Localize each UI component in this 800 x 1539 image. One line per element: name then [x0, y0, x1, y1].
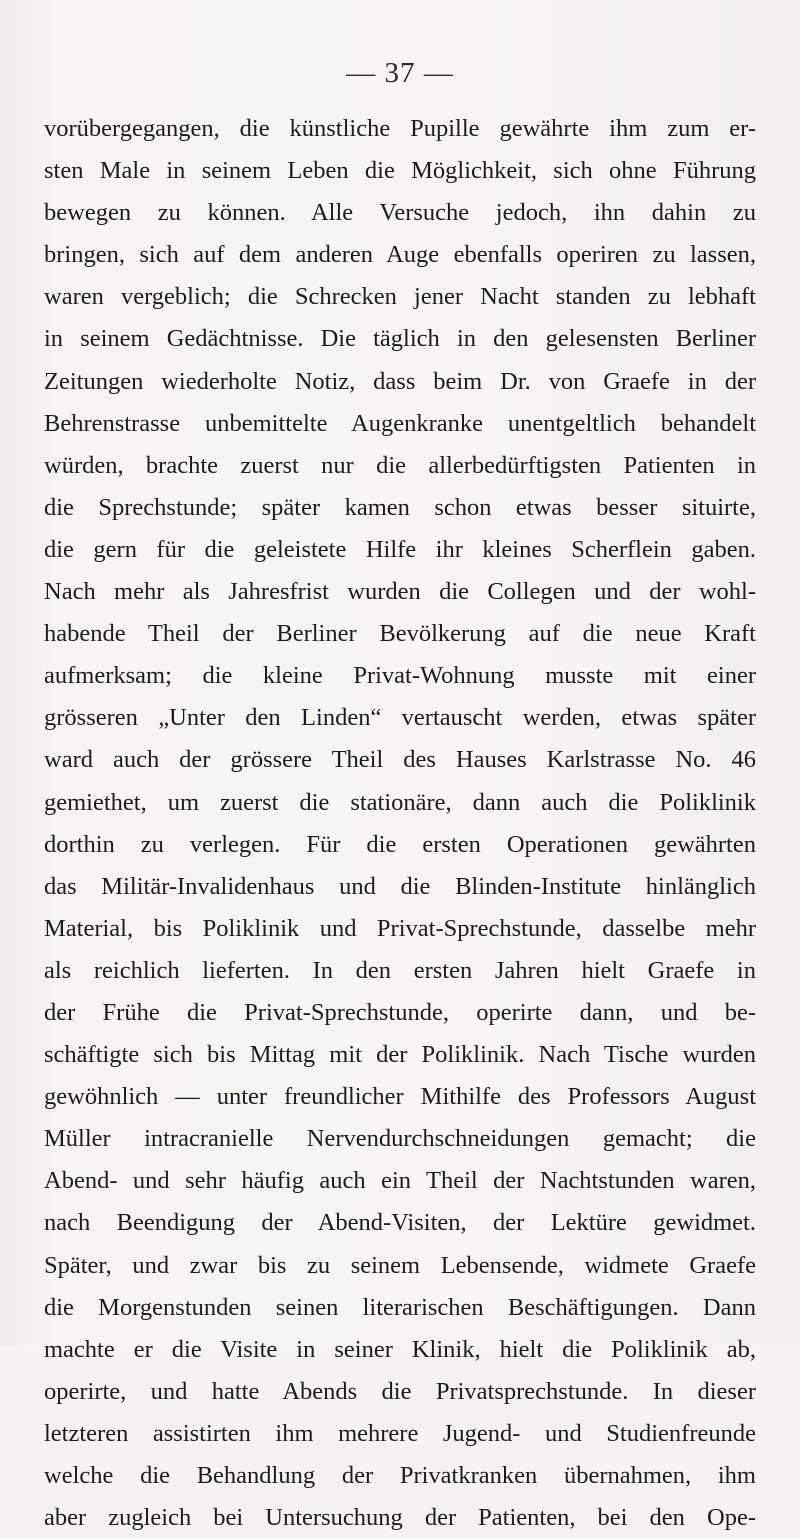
text-line-25: Müller intracranielle Nervendurchschneidungen gemacht; die	[44, 1125, 756, 1153]
text-line-33: welche die Behandlung der Privatkranken übernahmen, ihm	[44, 1462, 756, 1489]
text-line-17: gemiethet, um zuerst die stationäre, dann auch die Poliklinik	[44, 788, 756, 816]
text-line-34: aber zugleich bei Untersuchung der Patienten, bei den Ope-	[44, 1504, 756, 1532]
text-line-18: dorthin zu verlegen. Für die ersten Operationen gewährten	[44, 830, 756, 858]
text-line-9: würden, brachte zuerst nur die allerbedürftigsten Patienten in	[44, 451, 756, 479]
text-line-16: ward auch der grössere Theil des Hauses Karlstrasse No. 46	[44, 746, 756, 774]
text-line-8: Behrenstrasse unbemittelte Augenkranke unentgeltlich behandelt	[44, 409, 756, 437]
text-line-28: Später, und zwar bis zu seinem Lebensende, widmete Graefe	[44, 1251, 756, 1279]
text-line-4: bringen, sich auf dem anderen Auge ebenfalls operiren zu lassen,	[44, 241, 756, 269]
text-line-30: machte er die Visite in seiner Klinik, hielt die Poliklinik ab,	[44, 1335, 756, 1363]
text-line-29: die Morgenstunden seinen literarischen Beschäftigungen. Dann	[44, 1293, 756, 1321]
text-line-26: Abend- und sehr häufig auch ein Theil der Nachtstunden waren,	[44, 1167, 756, 1195]
text-line-3: bewegen zu können. Alle Versuche jedoch, ihn dahin zu	[44, 199, 756, 227]
text-line-13: habende Theil der Berliner Bevölkerung auf die neue Kraft	[44, 620, 756, 648]
text-line-12: Nach mehr als Jahresfrist wurden die Collegen und der wohl-	[44, 578, 756, 606]
text-line-23: schäftigte sich bis Mittag mit der Poliklinik. Nach Tische wurden	[44, 1041, 756, 1069]
page-number: — 37 —	[346, 57, 454, 89]
text-line-5: waren vergeblich; die Schrecken jener Nacht standen zu lebhaft	[44, 283, 756, 311]
text-line-32: letzteren assistirten ihm mehrere Jugend- und Studienfreunde	[44, 1419, 756, 1447]
text-line-15: grösseren „Unter den Linden“ vertauscht werden, etwas später	[44, 704, 756, 732]
text-line-14: aufmerksam; die kleine Privat-Wohnung musste mit einer	[44, 662, 756, 690]
text-line-6: in seinem Gedächtnisse. Die täglich in den gelesensten Berliner	[44, 325, 756, 353]
text-line-11: die gern für die geleistete Hilfe ihr kleines Scherflein gaben.	[44, 535, 756, 563]
text-line-2: sten Male in seinem Leben die Möglichkeit, sich ohne Führung	[44, 157, 756, 185]
text-line-7: Zeitungen wiederholte Notiz, dass beim Dr. von Graefe in der	[44, 367, 756, 395]
text-line-22: der Frühe die Privat-Sprechstunde, operirte dann, und be-	[44, 998, 756, 1026]
text-line-27: nach Beendigung der Abend-Visiten, der Lektüre gewidmet.	[44, 1209, 756, 1237]
text-line-10: die Sprechstunde; später kamen schon etwas besser situirte,	[44, 493, 756, 521]
text-line-31: operirte, und hatte Abends die Privatsprechstunde. In dieser	[44, 1377, 756, 1405]
body-text	[44, 108, 756, 1539]
text-line-21: als reichlich lieferten. In den ersten Jahren hielt Graefe in	[44, 956, 756, 984]
text-line-1: vorübergegangen, die künstliche Pupille gewährte ihm zum er-	[44, 115, 756, 142]
text-line-20: Material, bis Poliklinik und Privat-Sprechstunde, dasselbe mehr	[44, 914, 756, 942]
text-line-19: das Militär-Invalidenhaus und die Blinden-Institute hinlänglich	[44, 872, 756, 900]
text-line-24: gewöhnlich — unter freundlicher Mithilfe des Professors August	[44, 1083, 756, 1111]
